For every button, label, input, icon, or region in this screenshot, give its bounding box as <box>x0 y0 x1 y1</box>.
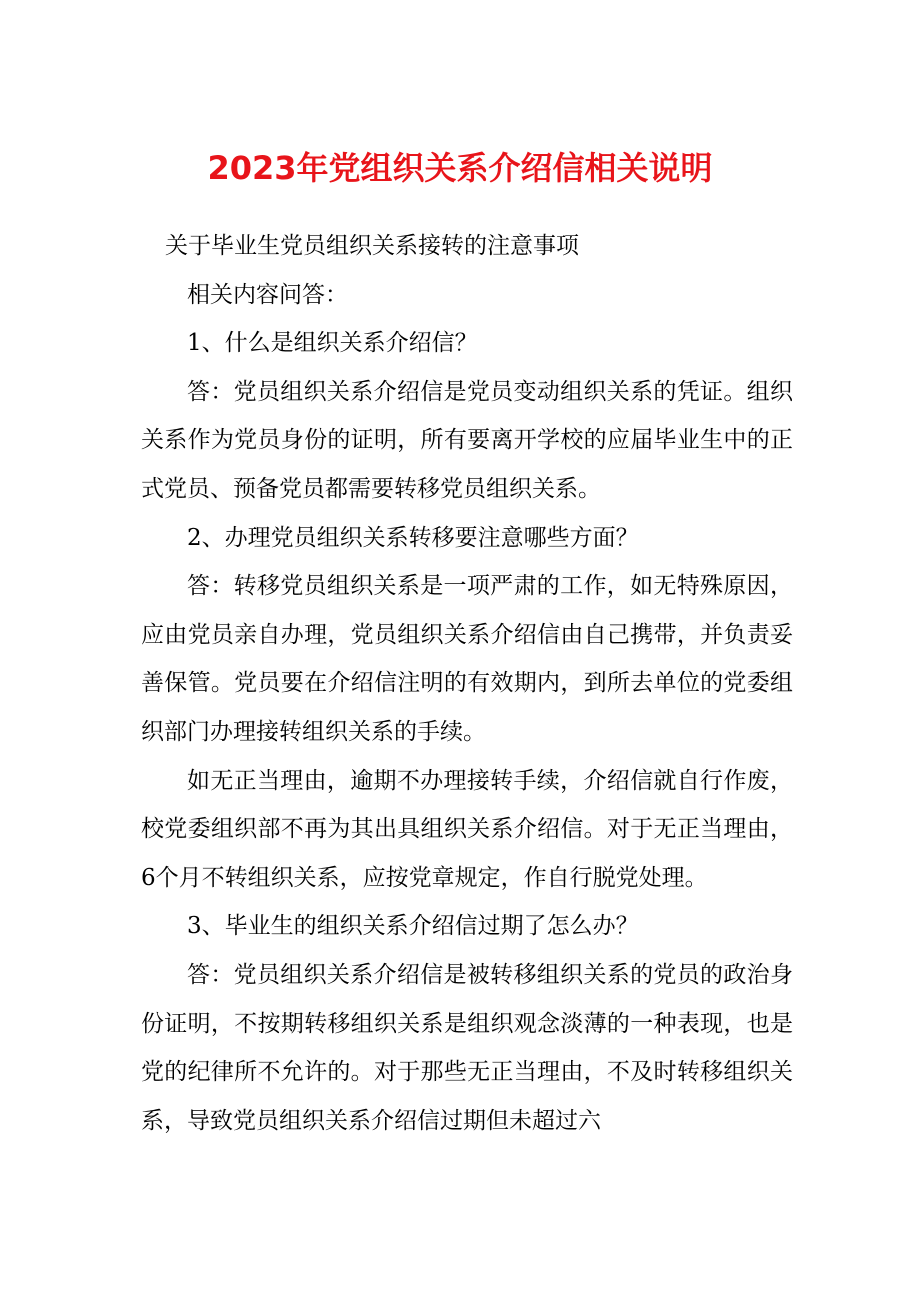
answer-1: 答：党员组织关系介绍信是党员变动组织关系的凭证。组织关系作为党员身份的证明，所有要离开学校的应届毕业生中的正式党员、预备党员都需要转移党员组织关系。 <box>141 378 793 502</box>
answer-3: 答：党员组织关系介绍信是被转移组织关系的党员的政治身份证明，不按期转移组织关系是组织观念淡薄的一种表现，也是党的纪律所不允许的。对于那些无正当理由，不及时转移组织关系，导致党员组织关系介绍信过期但未超过六 <box>141 961 793 1134</box>
section-heading: 关于毕业生党员组织关系接转的注意事项 <box>165 233 579 259</box>
qa-intro: 相关内容问答： <box>187 281 348 308</box>
document-title: 2023年党组织关系介绍信相关说明 <box>207 149 713 187</box>
document-body <box>141 222 793 1145</box>
answer-2: 答：转移党员组织关系是一项严肃的工作，如无特殊原因，应由党员亲自办理，党员组织关系介绍信由自己携带，并负责妥善保管。党员要在介绍信注明的有效期内，到所去单位的党委组织部门办理接转组织关系的手续。 <box>141 573 793 745</box>
answer-2-continued: 如无正当理由，逾期不办理接转手续，介绍信就自行作废，校党委组织部不再为其出具组织关系介绍信。对于无正当理由，6个月不转组织关系，应按党章规定，作自行脱党处理。 <box>141 767 793 891</box>
question-2: 2、办理党员组织关系转移要注意哪些方面？ <box>187 524 639 551</box>
question-1: 1、什么是组织关系介绍信？ <box>187 330 478 357</box>
question-3: 3、毕业生的组织关系介绍信过期了怎么办？ <box>187 913 639 940</box>
